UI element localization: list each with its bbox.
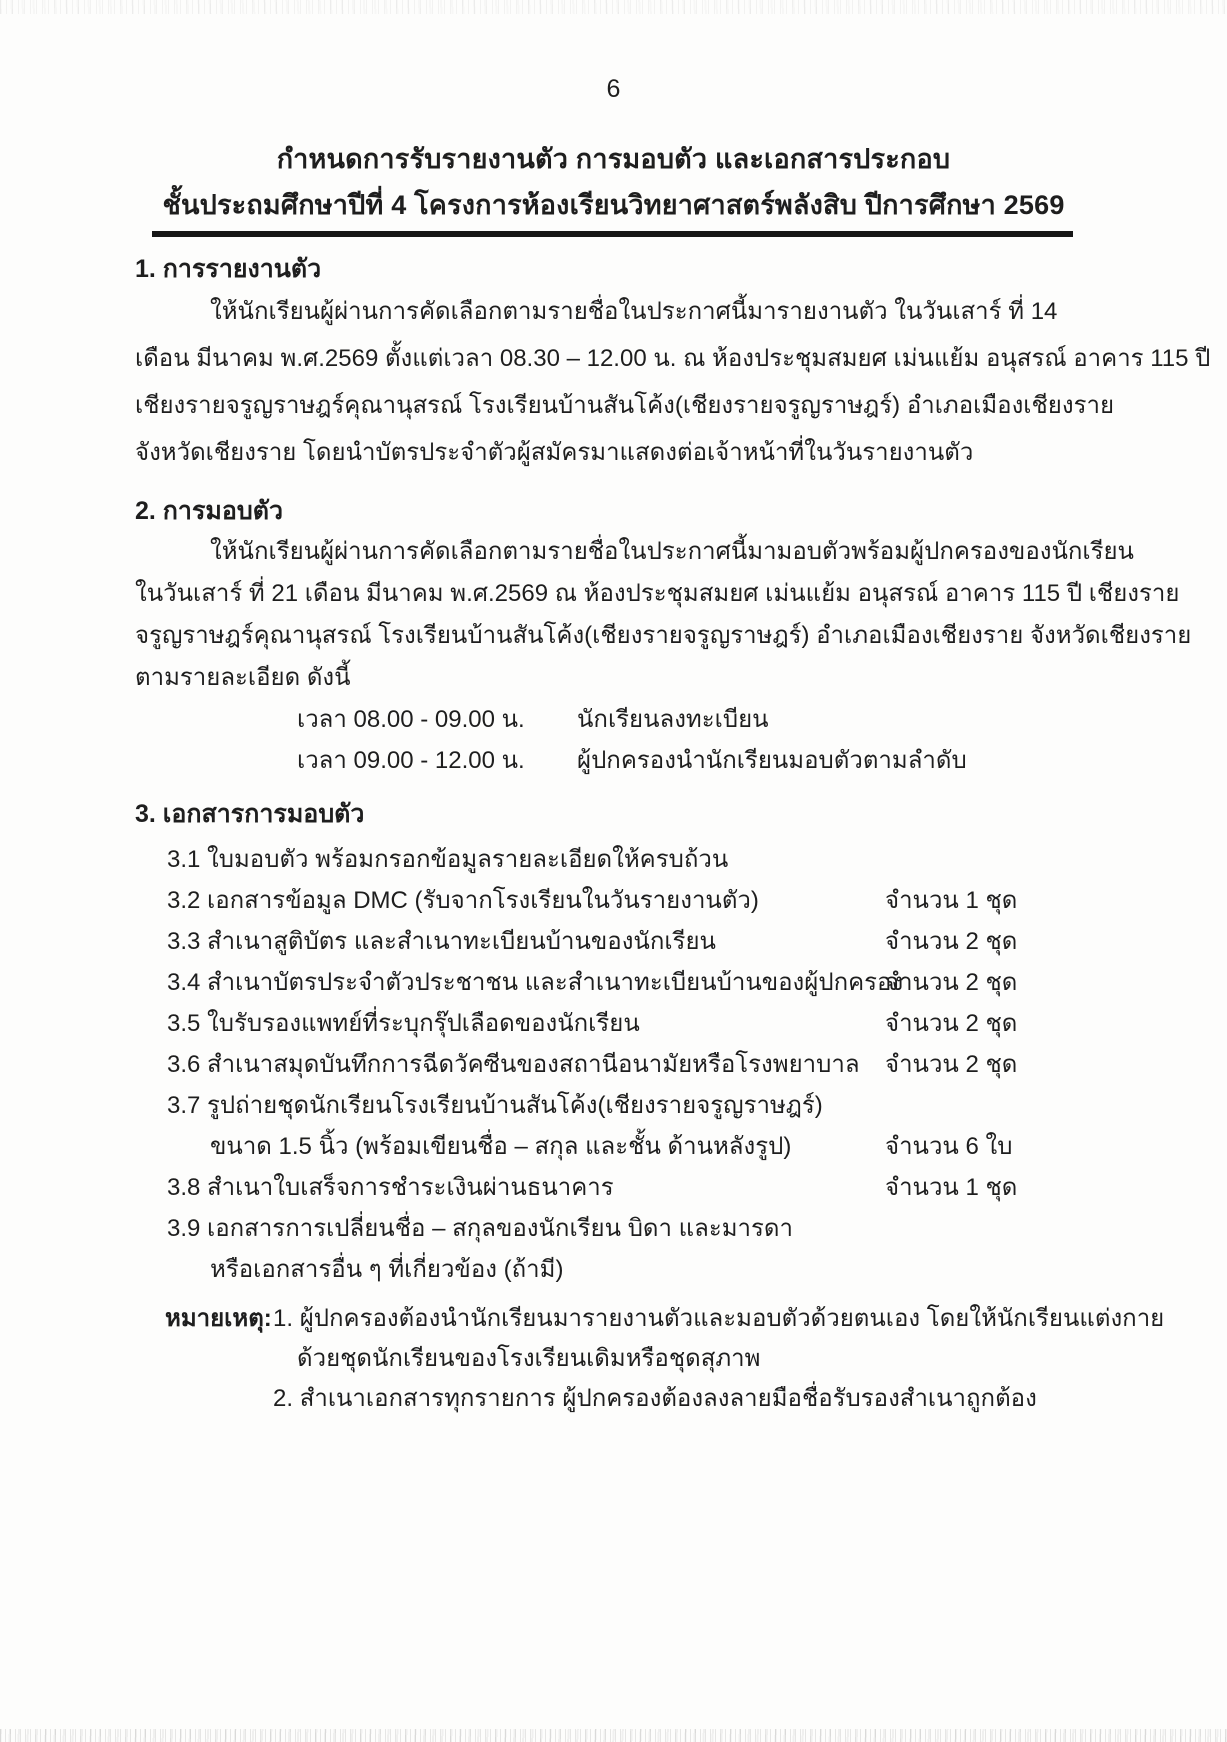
- section-1-paragraph: [135, 288, 1211, 476]
- document-item: [135, 921, 1110, 962]
- item-text: 3.5 ใบรับรองแพทย์ที่ระบุกรุ๊ปเลือดของนักเรียน: [167, 1010, 640, 1037]
- notes-label: หมายเหตุ:: [165, 1305, 272, 1332]
- document-item-continuation: [135, 1126, 1110, 1167]
- document-item: [135, 839, 1110, 880]
- document-title-line-1: กำหนดการรับรายงานตัว การมอบตัว และเอกสารประกอบ: [276, 144, 951, 174]
- note-item-1-line-2: [135, 1339, 1110, 1379]
- item-text: ขนาด 1.5 นิ้ว (พร้อมเขียนชื่อ – สกุล และชั้น ด้านหลังรูป): [210, 1133, 792, 1160]
- paragraph-line: เดือน มีนาคม พ.ศ.2569 ตั้งแต่เวลา 08.30 – 12.00 น. ณ ห้องประชุมสมยศ เม่นแย้ม อนุสรณ์ อาคาร 115 ปี: [135, 345, 1211, 372]
- item-text: 3.9 เอกสารการเปลี่ยนชื่อ – สกุลของนักเรียน บิดา และมารดา: [167, 1215, 793, 1242]
- note-item-1-line-1: [135, 1299, 1165, 1339]
- document-title-line-2: ชั้นประถมศึกษาปีที่ 4 โครงการห้องเรียนวิทยาศาสตร์พลังสิบ ปีการศึกษา 2569: [162, 190, 1065, 220]
- document-item-continuation: [135, 1249, 1110, 1290]
- note-text: ด้วยชุดนักเรียนของโรงเรียนเดิมหรือชุดสุภาพ: [297, 1345, 761, 1372]
- schedule-time: เวลา 09.00 - 12.00 น.: [297, 747, 525, 774]
- schedule-activity: ผู้ปกครองนำนักเรียนมอบตัวตามลำดับ: [577, 747, 967, 774]
- document-item: [135, 880, 1110, 921]
- item-text: 3.2 เอกสารข้อมูล DMC (รับจากโรงเรียนในวันรายงานตัว): [167, 887, 759, 914]
- schedule-row: [135, 699, 1110, 740]
- paragraph-line: ตามรายละเอียด ดังนี้: [135, 664, 351, 691]
- note-item-2-line-1: [135, 1379, 1110, 1419]
- document-checklist: [135, 839, 1110, 1290]
- item-text: 3.8 สำเนาใบเสร็จการชำระเงินผ่านธนาคาร: [167, 1174, 614, 1201]
- paragraph-line: ให้นักเรียนผู้ผ่านการคัดเลือกตามรายชื่อในประกาศนี้มารายงานตัว ในวันเสาร์ ที่ 14: [210, 298, 1058, 325]
- document-item: [135, 962, 1110, 1003]
- section-2-paragraph: [135, 531, 1192, 699]
- schedule-time: เวลา 08.00 - 09.00 น.: [297, 706, 525, 733]
- note-number: 1.: [273, 1305, 294, 1332]
- schedule-row: [135, 740, 1110, 781]
- item-quantity: จำนวน 2 ชุด: [885, 928, 1018, 955]
- schedule-activity: นักเรียนลงทะเบียน: [577, 706, 769, 733]
- section-3-heading: 3. เอกสารการมอบตัว: [135, 800, 365, 828]
- title-underline-rule: [152, 231, 1073, 237]
- note-text: ผู้ปกครองต้องนำนักเรียนมารายงานตัวและมอบตัวด้วยตนเอง โดยให้นักเรียนแต่งกาย: [299, 1305, 1165, 1332]
- item-quantity: จำนวน 2 ชุด: [885, 969, 1018, 996]
- item-text: 3.7 รูปถ่ายชุดนักเรียนโรงเรียนบ้านสันโค้ง(เชียงรายจรูญราษฎร์): [167, 1092, 823, 1119]
- item-text: 3.4 สำเนาบัตรประจำตัวประชาชน และสำเนาทะเบียนบ้านของผู้ปกครอง: [167, 969, 904, 996]
- scan-noise-top: [0, 0, 1227, 14]
- section-2-heading: 2. การมอบตัว: [135, 497, 284, 525]
- document-item: [135, 1044, 1110, 1085]
- document-item: [135, 1085, 1110, 1126]
- note-text: สำเนาเอกสารทุกรายการ ผู้ปกครองต้องลงลายมือชื่อรับรองสำเนาถูกต้อง: [299, 1385, 1037, 1412]
- page-number: 6: [606, 75, 621, 103]
- item-quantity: จำนวน 2 ชุด: [885, 1010, 1018, 1037]
- item-text: หรือเอกสารอื่น ๆ ที่เกี่ยวข้อง (ถ้ามี): [210, 1256, 564, 1283]
- item-text: 3.6 สำเนาสมุดบันทึกการฉีดวัคซีนของสถานีอนามัยหรือโรงพยาบาล: [167, 1051, 860, 1078]
- item-quantity: จำนวน 1 ชุด: [885, 1174, 1018, 1201]
- document-item: [135, 1003, 1110, 1044]
- section-1-heading: 1. การรายงานตัว: [135, 255, 322, 283]
- item-text: 3.3 สำเนาสูติบัตร และสำเนาทะเบียนบ้านของนักเรียน: [167, 928, 716, 955]
- note-number: 2.: [273, 1385, 294, 1412]
- item-quantity: จำนวน 1 ชุด: [885, 887, 1018, 914]
- handover-schedule: [135, 699, 1110, 781]
- paragraph-line: จังหวัดเชียงราย โดยนำบัตรประจำตัวผู้สมัครมาแสดงต่อเจ้าหน้าที่ในวันรายงานตัว: [135, 439, 974, 466]
- scan-noise-bottom: [0, 1729, 1227, 1742]
- notes-section: [135, 1299, 1165, 1419]
- document-title: [0, 136, 1227, 228]
- item-text: 3.1 ใบมอบตัว พร้อมกรอกข้อมูลรายละเอียดให้ครบถ้วน: [167, 846, 729, 873]
- paragraph-line: ให้นักเรียนผู้ผ่านการคัดเลือกตามรายชื่อในประกาศนี้มามอบตัวพร้อมผู้ปกครองของนักเรียน: [210, 538, 1134, 565]
- paragraph-line: จรูญราษฎร์คุณานุสรณ์ โรงเรียนบ้านสันโค้ง(เชียงรายจรูญราษฎร์) อำเภอเมืองเชียงราย จังหวัดเชียงราย: [135, 622, 1192, 649]
- paragraph-line: เชียงรายจรูญราษฎร์คุณานุสรณ์ โรงเรียนบ้านสันโค้ง(เชียงรายจรูญราษฎร์) อำเภอเมืองเชียงราย: [135, 392, 1115, 419]
- item-quantity: จำนวน 2 ชุด: [885, 1051, 1018, 1078]
- document-item: [135, 1208, 1110, 1249]
- item-quantity: จำนวน 6 ใบ: [885, 1133, 1013, 1160]
- document-item: [135, 1167, 1110, 1208]
- paragraph-line: ในวันเสาร์ ที่ 21 เดือน มีนาคม พ.ศ.2569 ณ ห้องประชุมสมยศ เม่นแย้ม อนุสรณ์ อาคาร 115 ปี เชียงราย: [135, 580, 1180, 607]
